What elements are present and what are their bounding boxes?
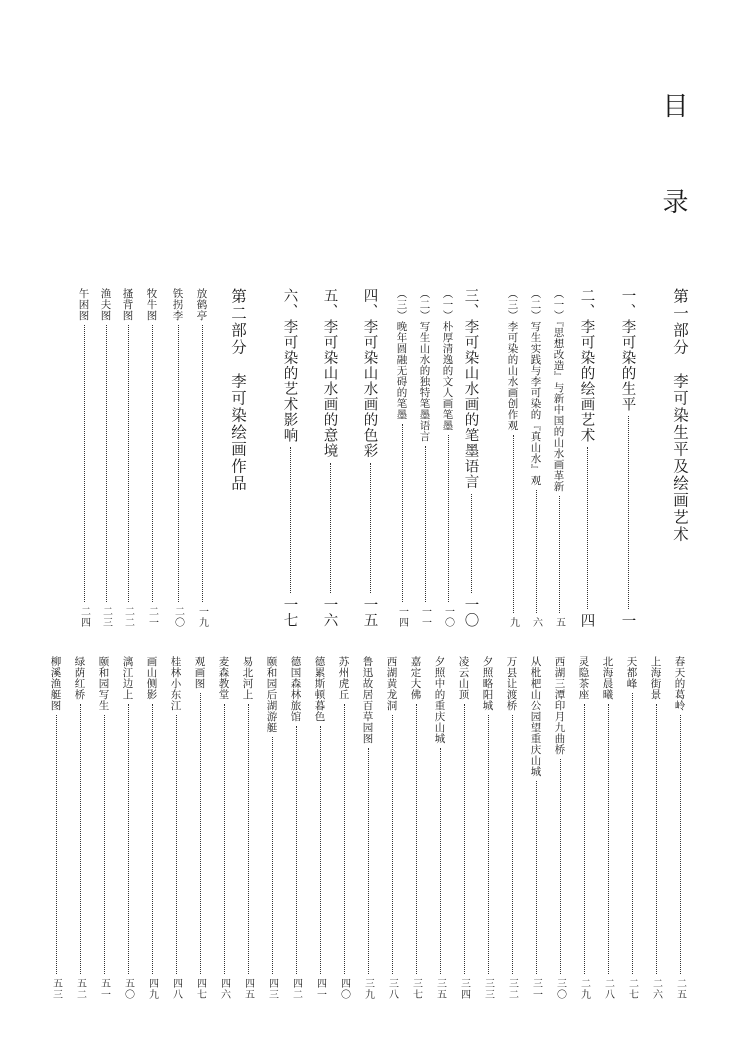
bottom-entry[interactable] — [145, 656, 159, 1000]
top-entry-page: 四 — [578, 612, 595, 628]
top-entry[interactable] — [577, 288, 597, 628]
dot-leader — [80, 704, 81, 974]
dot-leader — [200, 693, 201, 974]
dot-leader — [152, 325, 153, 602]
bottom-entry[interactable] — [121, 656, 135, 1000]
bottom-entry[interactable] — [313, 656, 327, 1000]
bottom-entry-title: 嘉定大佛 — [409, 656, 422, 700]
top-entry-page: 五 — [553, 617, 565, 628]
page-title: 目 录 — [658, 92, 688, 236]
top-entry-page: 一六 — [321, 597, 338, 628]
bottom-entry-title: 柳溪渔艇图 — [49, 656, 62, 711]
top-entry-title: （二）写生山水的独特笔墨语言 — [418, 288, 431, 442]
dot-leader — [202, 325, 203, 602]
top-entry[interactable] — [99, 288, 113, 628]
dot-leader — [224, 704, 225, 974]
dot-leader — [272, 737, 273, 974]
bottom-entry-title: 从枇杷山公园望重庆山城 — [529, 656, 542, 777]
bottom-entry-title: 观画图 — [193, 656, 206, 689]
top-entry[interactable] — [552, 288, 566, 628]
bottom-entry-page: 四九 — [146, 978, 158, 1000]
bottom-entry-page: 四三 — [266, 978, 278, 1000]
dot-leader — [560, 759, 561, 974]
bottom-entry[interactable] — [601, 656, 615, 1000]
top-entry-title: 铁拐李 — [171, 288, 184, 321]
bottom-entry-page: 三三 — [482, 978, 494, 1000]
bottom-entry[interactable] — [217, 656, 231, 1000]
bottom-entry-title: 北海晨曦 — [601, 656, 614, 700]
top-entry-page: 一 — [619, 612, 636, 628]
top-entry-page: 九 — [507, 617, 519, 628]
dot-leader — [320, 726, 321, 974]
bottom-entry-page: 五〇 — [122, 978, 134, 1000]
dot-leader — [448, 435, 449, 602]
top-entry[interactable] — [320, 288, 340, 628]
top-entry[interactable] — [441, 288, 455, 628]
bottom-entry[interactable] — [625, 656, 639, 1000]
bottom-entry[interactable] — [673, 656, 687, 1000]
bottom-entry[interactable] — [49, 656, 63, 1000]
top-entry[interactable] — [121, 288, 135, 628]
dot-leader — [513, 435, 514, 613]
top-entry-page: 一五 — [361, 597, 378, 628]
bottom-entry-page: 五二 — [74, 978, 86, 1000]
bottom-entry-title: 凌云山顶 — [457, 656, 470, 700]
top-entry[interactable] — [529, 288, 543, 628]
top-entry-page: 一九 — [196, 606, 208, 628]
bottom-entry[interactable] — [97, 656, 111, 1000]
bottom-entry-page: 五三 — [50, 978, 62, 1000]
bottom-entry-title: 麦森教堂 — [217, 656, 230, 700]
top-entry[interactable] — [418, 288, 432, 628]
dot-leader — [680, 715, 681, 974]
bottom-entry-page: 三一 — [530, 978, 542, 1000]
bottom-entry-title: 易北河上 — [241, 656, 254, 700]
bottom-entry-title: 西湖黄龙洞 — [385, 656, 398, 711]
top-entry-page: 一四 — [396, 606, 408, 628]
top-entry-title: 渔夫图 — [99, 288, 112, 321]
top-entry-page: 二四 — [78, 606, 90, 628]
dot-leader — [290, 447, 291, 593]
bottom-entry[interactable] — [649, 656, 663, 1000]
dot-leader — [584, 704, 585, 974]
bottom-entry-page: 二五 — [674, 978, 686, 1000]
dot-leader — [128, 704, 129, 974]
top-entry[interactable] — [171, 288, 185, 628]
top-entry-title: 第一部分 李可染生平及绘画艺术 — [671, 288, 689, 543]
top-entry-page: 一一 — [419, 606, 431, 628]
dot-leader — [471, 494, 472, 594]
top-entry-title: 六、李可染的艺术影响 — [281, 288, 298, 443]
dot-leader — [608, 704, 609, 974]
bottom-entry-title: 苏州虎丘 — [337, 656, 350, 700]
bottom-entry-title: 上海街景 — [649, 656, 662, 700]
top-entry-title: （三）李可染的山水画创作观 — [506, 288, 519, 431]
bottom-entry-page: 四八 — [170, 978, 182, 1000]
bottom-entry-page: 三二 — [506, 978, 518, 1000]
bottom-entry-page: 三四 — [458, 978, 470, 1000]
top-entry[interactable] — [195, 288, 209, 628]
bottom-entry-page: 四〇 — [338, 978, 350, 1000]
bottom-entry[interactable] — [505, 656, 519, 1000]
dot-leader — [488, 715, 489, 974]
top-entry-page: 一〇 — [462, 597, 479, 628]
dot-leader — [587, 447, 588, 609]
bottom-entry-title: 天都峰 — [625, 656, 638, 689]
bottom-entry-title: 万县让渡桥 — [505, 656, 518, 711]
dot-leader — [368, 748, 369, 974]
bottom-entry-title: 春天的葛岭 — [673, 656, 686, 711]
bottom-entry[interactable] — [529, 656, 543, 1000]
top-entry[interactable] — [395, 288, 409, 628]
dot-leader — [464, 704, 465, 974]
bottom-entry-page: 四五 — [242, 978, 254, 1000]
bottom-entry-page: 二六 — [650, 978, 662, 1000]
top-entry[interactable] — [360, 288, 380, 628]
dot-leader — [296, 726, 297, 974]
top-entry-title: 一、李可染的生平 — [619, 288, 636, 412]
top-entry-title: 四、李可染山水画的色彩 — [361, 288, 378, 459]
dot-leader — [56, 715, 57, 974]
dot-leader — [104, 715, 105, 974]
bottom-entry-page: 二八 — [602, 978, 614, 1000]
bottom-entry-title: 绿荫红桥 — [73, 656, 86, 700]
dot-leader — [84, 325, 85, 602]
bottom-entry[interactable] — [385, 656, 399, 1000]
bottom-entry[interactable] — [73, 656, 87, 1000]
bottom-entry[interactable] — [265, 656, 279, 1000]
top-entry-title: 五、李可染山水画的意境 — [321, 288, 338, 459]
top-entry[interactable] — [670, 288, 690, 628]
bottom-entry-title: 夕照略阳城 — [481, 656, 494, 711]
top-entry-page: 二一 — [146, 606, 158, 628]
dot-leader — [152, 704, 153, 974]
dot-leader — [536, 781, 537, 974]
top-entry-title: （三）晚年圆融无碍的笔墨 — [395, 288, 408, 420]
top-entry-page: 一七 — [281, 597, 298, 628]
bottom-entry-page: 二七 — [626, 978, 638, 1000]
top-entry[interactable] — [461, 288, 481, 628]
bottom-entry-page: 四一 — [314, 978, 326, 1000]
dot-leader — [128, 325, 129, 602]
bottom-entry-title: 德累斯顿暮色 — [313, 656, 326, 722]
dot-leader — [628, 416, 629, 609]
bottom-entry-title: 画山侧影 — [145, 656, 158, 700]
bottom-entry[interactable] — [193, 656, 207, 1000]
top-entry-page: 二二 — [122, 606, 134, 628]
bottom-entry-title: 德国森林旅馆 — [289, 656, 302, 722]
top-entry-title: 午困图 — [77, 288, 90, 321]
bottom-entry[interactable] — [553, 656, 567, 1000]
bottom-entry-page: 四七 — [194, 978, 206, 1000]
bottom-entry-page: 四六 — [218, 978, 230, 1000]
bottom-entry[interactable] — [577, 656, 591, 1000]
top-entry[interactable] — [145, 288, 159, 628]
top-entry-title: （一）朴厚清逸的文人画笔墨 — [441, 288, 454, 431]
bottom-entry[interactable] — [361, 656, 375, 1000]
dot-leader — [632, 693, 633, 974]
bottom-entry-page: 二九 — [578, 978, 590, 1000]
bottom-entry-title: 灵隐茶座 — [577, 656, 590, 700]
dot-leader — [402, 424, 403, 602]
dot-leader — [248, 704, 249, 974]
dot-leader — [106, 325, 107, 602]
bottom-entry-title: 颐和园后湖游艇 — [265, 656, 278, 733]
top-entry-title: （一）『思想改造』与新中国的山水画革新 — [552, 288, 565, 492]
dot-leader — [559, 496, 560, 613]
dot-leader — [536, 490, 537, 613]
dot-leader — [416, 704, 417, 974]
top-entry-page: 六 — [530, 617, 542, 628]
top-entry-title: 放鹤亭 — [195, 288, 208, 321]
bottom-entry[interactable] — [481, 656, 495, 1000]
bottom-entry[interactable] — [241, 656, 255, 1000]
bottom-entry[interactable] — [337, 656, 351, 1000]
top-entry[interactable] — [506, 288, 520, 628]
bottom-entry-title: 夕照中的重庆山城 — [433, 656, 446, 744]
top-entry-title: 牧牛图 — [145, 288, 158, 321]
top-entry[interactable] — [280, 288, 300, 628]
top-entry-title: 三、李可染山水画的笔墨语言 — [462, 288, 479, 490]
dot-leader — [512, 715, 513, 974]
bottom-entry-title: 桂林小东江 — [169, 656, 182, 711]
top-entry[interactable] — [77, 288, 91, 628]
bottom-entry-title: 西湖三潭印月九曲桥 — [553, 656, 566, 755]
bottom-entry[interactable] — [409, 656, 423, 1000]
top-entry[interactable] — [228, 288, 248, 628]
dot-leader — [425, 446, 426, 602]
top-entry-title: （二）写生实践与李可染的『真山水』观 — [529, 288, 542, 486]
top-entry-page: 二三 — [100, 606, 112, 628]
bottom-entry-title: 颐和园写生 — [97, 656, 110, 711]
dot-leader — [176, 715, 177, 974]
bottom-entry[interactable] — [289, 656, 303, 1000]
bottom-entry-title: 漓江边上 — [121, 656, 134, 700]
dot-leader — [440, 748, 441, 974]
top-entry-page: 二〇 — [172, 606, 184, 628]
bottom-entry-page: 四二 — [290, 978, 302, 1000]
top-entry[interactable] — [618, 288, 638, 628]
dot-leader — [392, 715, 393, 974]
dot-leader — [656, 704, 657, 974]
bottom-entry-page: 三五 — [434, 978, 446, 1000]
bottom-entry-title: 鲁迅故居百草园图 — [361, 656, 374, 744]
dot-leader — [344, 704, 345, 974]
dot-leader — [330, 463, 331, 594]
bottom-entry-page: 三七 — [410, 978, 422, 1000]
dot-leader — [370, 463, 371, 594]
top-entry-title: 第二部分 李可染绘画作品 — [229, 288, 247, 492]
bottom-entry-page: 三〇 — [554, 978, 566, 1000]
bottom-entry[interactable] — [433, 656, 447, 1000]
top-entry-page: 一〇 — [442, 606, 454, 628]
bottom-entry-page: 三八 — [386, 978, 398, 1000]
bottom-entry[interactable] — [169, 656, 183, 1000]
bottom-entry-page: 五一 — [98, 978, 110, 1000]
top-entry-title: 二、李可染的绘画艺术 — [578, 288, 595, 443]
bottom-entry[interactable] — [457, 656, 471, 1000]
dot-leader — [178, 325, 179, 602]
top-entry-title: 搔背图 — [121, 288, 134, 321]
bottom-entry-page: 三九 — [362, 978, 374, 1000]
